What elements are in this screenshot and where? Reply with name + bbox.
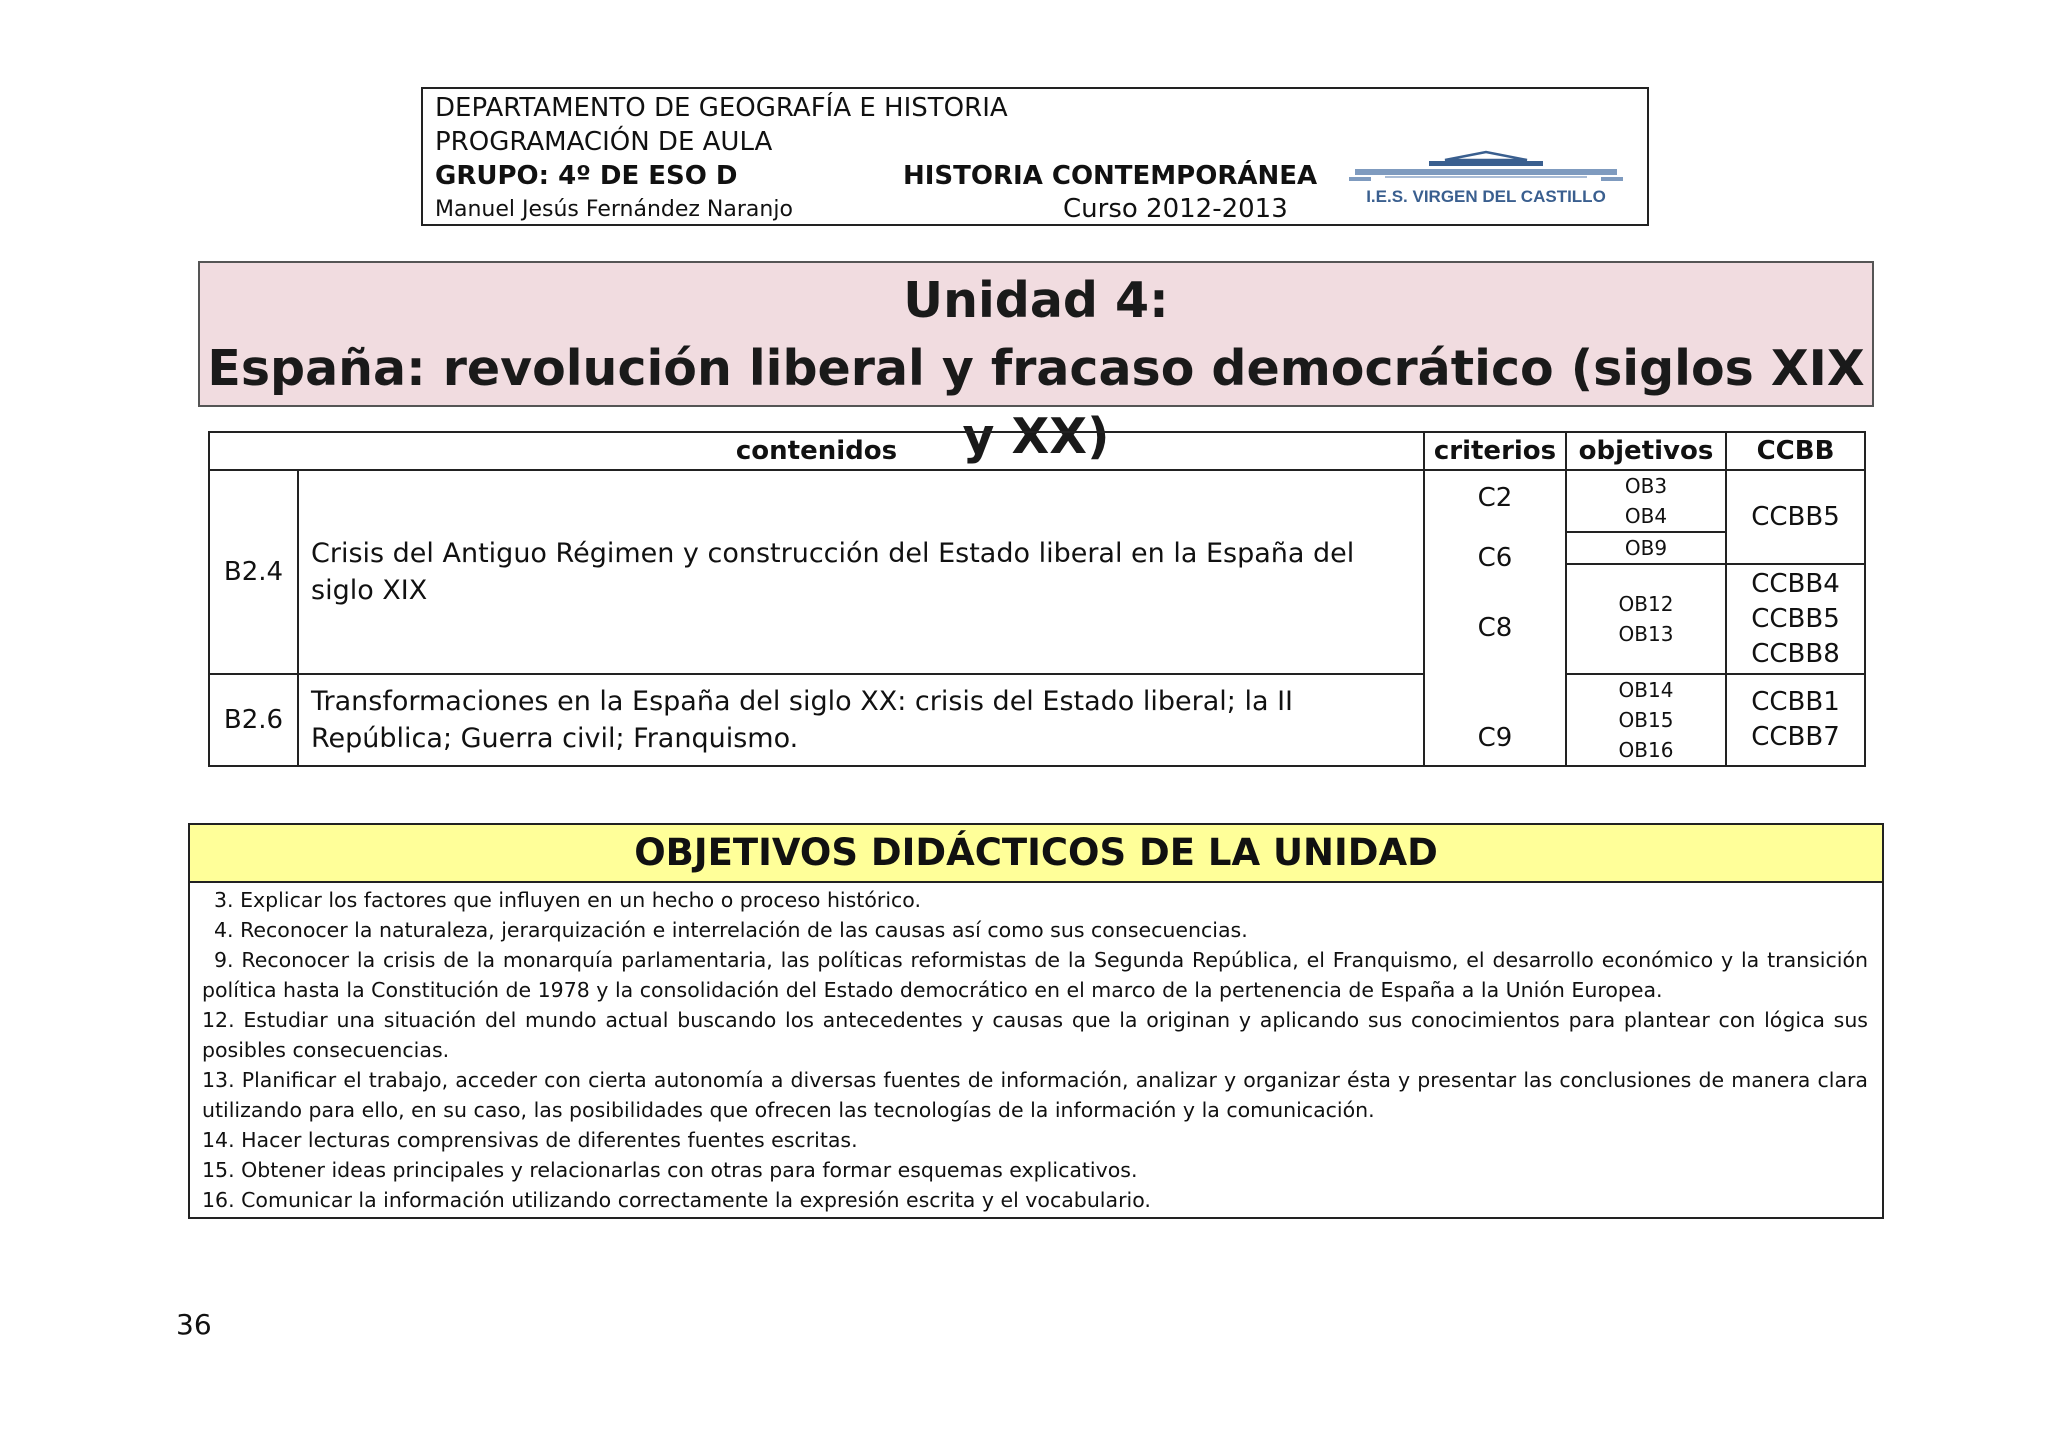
- unit-number: Unidad 4:: [903, 272, 1169, 329]
- school-building-icon: [1345, 150, 1627, 208]
- objetivo-item: OB15: [1618, 708, 1674, 732]
- objetivos-group-3: [1566, 564, 1726, 674]
- materia-label: HISTORIA CONTEMPORÁNEA: [903, 161, 1318, 191]
- objetivo-line: 12. Estudiar una situación del mundo actual buscando los antecedentes y causas que la originan y aplicando sus conocimientos para plantear con lógica sus posibles consecuencias.: [202, 1008, 1868, 1062]
- logo-text: I.E.S. VIRGEN DEL CASTILLO: [1366, 187, 1606, 206]
- page-number: 36: [176, 1308, 212, 1341]
- row-code: B2.4: [209, 470, 298, 674]
- ccbb-item: CCBB8: [1751, 638, 1840, 669]
- objetivo-item: OB16: [1618, 738, 1674, 762]
- objetivo-item: OB12: [1618, 592, 1674, 616]
- row-code: B2.6: [209, 674, 298, 766]
- department-label: DEPARTAMENTO DE GEOGRAFÍA E HISTORIA: [435, 93, 1008, 123]
- grupo-label: GRUPO: 4º DE ESO D: [435, 161, 738, 191]
- objetivo-item: OB14: [1618, 678, 1674, 702]
- objetivo-line: 4. Reconocer la naturaleza, jerarquización e interrelación de las causas así como sus consecuencias.: [214, 918, 1248, 942]
- ccbb-group-2: [1726, 564, 1865, 674]
- objetivo-line: 14. Hacer lecturas comprensivas de diferentes fuentes escritas.: [202, 1128, 858, 1152]
- curso-label: Curso 2012-2013: [1063, 194, 1288, 224]
- objetivo-item: OB3: [1624, 474, 1668, 498]
- header-criterios: criterios: [1424, 432, 1566, 470]
- objetivos-group-2: [1566, 532, 1726, 564]
- objetivo-line: 15. Obtener ideas principales y relacionarlas con otras para formar esquemas explicativos.: [202, 1158, 1138, 1182]
- objetivos-heading: OBJETIVOS DIDÁCTICOS DE LA UNIDAD: [190, 825, 1882, 883]
- row-description: Crisis del Antiguo Régimen y construcción del Estado liberal en la España del siglo XIX: [298, 470, 1424, 674]
- programacion-label: PROGRAMACIÓN DE AULA: [435, 127, 773, 157]
- objetivo-item: OB9: [1624, 536, 1668, 560]
- row-description: Transformaciones en la España del siglo XX: crisis del Estado liberal; la II República; Guerra civil; Franquismo.: [298, 674, 1424, 766]
- objetivos-group-1: [1566, 470, 1726, 532]
- objetivo-item: OB4: [1624, 504, 1668, 528]
- unit-title: España: revolución liberal y fracaso democrático (siglos XIX y XX): [207, 340, 1865, 465]
- ccbb-item: CCBB7: [1751, 722, 1840, 752]
- objetivos-list: [202, 885, 1868, 1215]
- school-logo: [1345, 150, 1627, 208]
- objetivo-line: 13. Planificar el trabajo, acceder con cierta autonomía a diversas fuentes de información, analizar y organizar ésta y presentar las conclusiones de manera clara utilizando para ello, en su caso, las posibilidades que ofrecen las tecnologías de la información y la comunicación.: [202, 1068, 1868, 1122]
- objetivos-group-4: [1566, 674, 1726, 766]
- ccbb-item: CCBB1: [1751, 687, 1840, 717]
- objetivo-item: OB13: [1618, 622, 1674, 646]
- ccbb-item: CCBB5: [1751, 501, 1840, 532]
- contenidos-table: [208, 431, 1866, 767]
- objetivo-line: 3. Explicar los factores que influyen en un hecho o proceso histórico.: [214, 888, 921, 912]
- criterio-c6: C6: [1477, 543, 1513, 573]
- header-contenidos: contenidos: [209, 432, 1424, 470]
- objetivo-line: 16. Comunicar la información utilizando correctamente la expresión escrita y el vocabulario.: [202, 1188, 1151, 1212]
- criterio-c9: C9: [1477, 723, 1513, 753]
- header-objetivos: objetivos: [1566, 432, 1726, 470]
- autor-label: Manuel Jesús Fernández Naranjo: [435, 197, 793, 222]
- criterio-c2: C2: [1477, 483, 1513, 513]
- objetivo-line: 9. Reconocer la crisis de la monarquía parlamentaria, las políticas reformistas de la Segunda República, el Franquismo, el desarrollo económico y la transición política hasta la Constitución de 1978 y la consolidación del Estado democrático en el marco de la pertenencia de España a la Unión Europea.: [202, 948, 1868, 1002]
- ccbb-item: CCBB4: [1751, 568, 1840, 599]
- criterios-cell: [1424, 470, 1566, 766]
- ccbb-item: CCBB5: [1751, 603, 1840, 634]
- criterio-c8: C8: [1477, 613, 1513, 643]
- ccbb-group-3: [1726, 674, 1865, 766]
- ccbb-group-1: [1726, 470, 1865, 564]
- objetivos-didacticos-box: [188, 823, 1884, 1219]
- header-ccbb: CCBB: [1726, 432, 1865, 470]
